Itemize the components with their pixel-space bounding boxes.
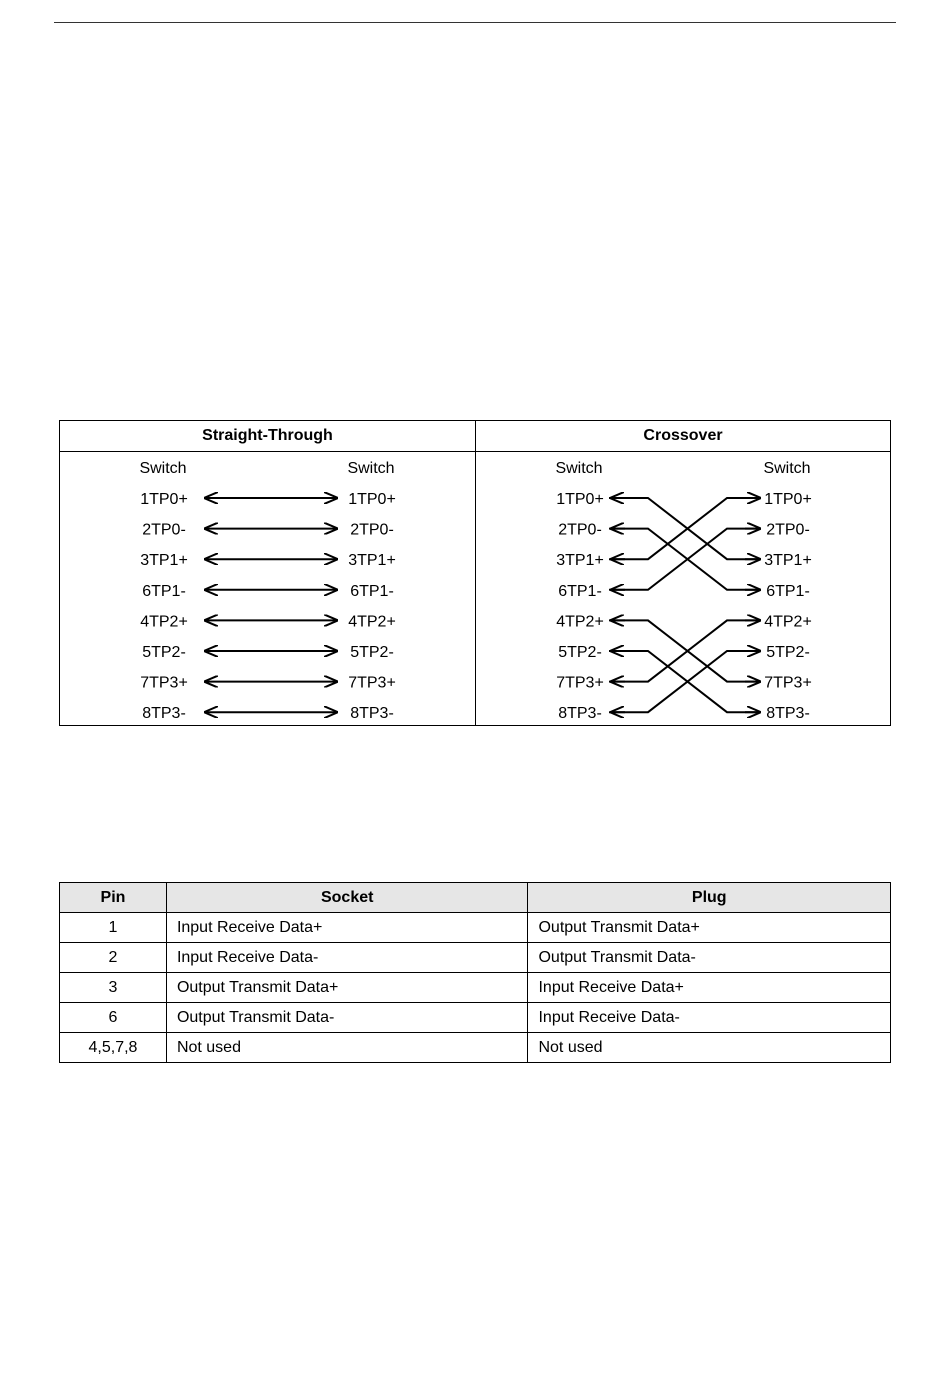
pin-cell: 1 bbox=[60, 913, 167, 943]
straight-right-pin: 8TP3- bbox=[350, 705, 394, 723]
straight-right-pin: 4TP2+ bbox=[348, 613, 396, 631]
socket-cell: Output Transmit Data- bbox=[166, 1003, 528, 1033]
crossover-wiring bbox=[556, 491, 812, 722]
table-row bbox=[60, 1033, 891, 1063]
header-plug: Plug bbox=[528, 883, 891, 913]
table-row bbox=[60, 1003, 891, 1033]
pin-cell: 3 bbox=[60, 973, 167, 1003]
plug-cell: Input Receive Data- bbox=[528, 1003, 891, 1033]
table-row bbox=[60, 913, 891, 943]
straight-left-pin: 1TP0+ bbox=[140, 491, 188, 508]
table-header-row bbox=[60, 883, 891, 913]
pin-cell: 4,5,7,8 bbox=[60, 1033, 167, 1063]
straight-right-pin: 3TP1+ bbox=[348, 552, 396, 570]
crossover-right-pin: 1TP0+ bbox=[764, 491, 812, 508]
straight-left-pin: 3TP1+ bbox=[140, 552, 188, 570]
crossover-title: Crossover bbox=[643, 427, 723, 444]
crossover-right-pin: 3TP1+ bbox=[764, 552, 812, 570]
crossover-right-pin: 4TP2+ bbox=[764, 613, 812, 631]
straight-left-pin: 5TP2- bbox=[142, 644, 186, 661]
plug-cell: Output Transmit Data+ bbox=[528, 913, 891, 943]
crossover-right-pin: 7TP3+ bbox=[764, 674, 812, 692]
straight-through-title: Straight-Through bbox=[202, 427, 333, 444]
straight-left-label: Switch bbox=[139, 460, 187, 477]
pin-cell: 2 bbox=[60, 943, 167, 973]
socket-cell: Output Transmit Data+ bbox=[166, 973, 528, 1003]
straight-right-pin: 6TP1- bbox=[350, 582, 394, 600]
socket-cell: Input Receive Data+ bbox=[166, 913, 528, 943]
header-socket: Socket bbox=[166, 883, 528, 913]
straight-through-wiring bbox=[140, 491, 396, 722]
crossover-left-pin: 4TP2+ bbox=[556, 613, 604, 631]
straight-left-pin: 7TP3+ bbox=[140, 674, 188, 692]
straight-left-pin: 4TP2+ bbox=[140, 613, 188, 631]
straight-left-pin: 8TP3- bbox=[142, 705, 186, 723]
plug-cell: Output Transmit Data- bbox=[528, 943, 891, 973]
top-rule bbox=[54, 22, 896, 23]
straight-right-label: Switch bbox=[347, 460, 395, 477]
wiring-diagram bbox=[59, 420, 891, 726]
crossover-right-pin: 8TP3- bbox=[766, 705, 810, 723]
straight-left-pin: 6TP1- bbox=[142, 582, 186, 600]
straight-right-pin: 1TP0+ bbox=[348, 491, 396, 508]
pin-assignment-table bbox=[59, 882, 891, 1063]
crossover-left-pin: 8TP3- bbox=[558, 705, 602, 723]
pin-cell: 6 bbox=[60, 1003, 167, 1033]
crossover-left-pin: 7TP3+ bbox=[556, 674, 604, 692]
socket-cell: Input Receive Data- bbox=[166, 943, 528, 973]
wiring-svg bbox=[60, 421, 890, 725]
crossover-left-pin: 1TP0+ bbox=[556, 491, 604, 508]
header-pin: Pin bbox=[60, 883, 167, 913]
plug-cell: Input Receive Data+ bbox=[528, 973, 891, 1003]
straight-right-pin: 5TP2- bbox=[350, 644, 394, 661]
crossover-right-pin: 6TP1- bbox=[766, 582, 810, 600]
crossover-left-label: Switch bbox=[555, 460, 603, 477]
straight-right-pin: 2TP0- bbox=[350, 521, 394, 539]
crossover-left-pin: 6TP1- bbox=[558, 582, 602, 600]
crossover-right-label: Switch bbox=[763, 460, 811, 477]
crossover-right-pin: 2TP0- bbox=[766, 521, 810, 539]
straight-right-pin: 7TP3+ bbox=[348, 674, 396, 692]
crossover-left-pin: 5TP2- bbox=[558, 644, 602, 661]
table-row bbox=[60, 973, 891, 1003]
crossover-left-pin: 2TP0- bbox=[558, 521, 602, 539]
crossover-left-pin: 3TP1+ bbox=[556, 552, 604, 570]
socket-cell: Not used bbox=[166, 1033, 528, 1063]
straight-left-pin: 2TP0- bbox=[142, 521, 186, 539]
crossover-right-pin: 5TP2- bbox=[766, 644, 810, 661]
plug-cell: Not used bbox=[528, 1033, 891, 1063]
table-row bbox=[60, 943, 891, 973]
